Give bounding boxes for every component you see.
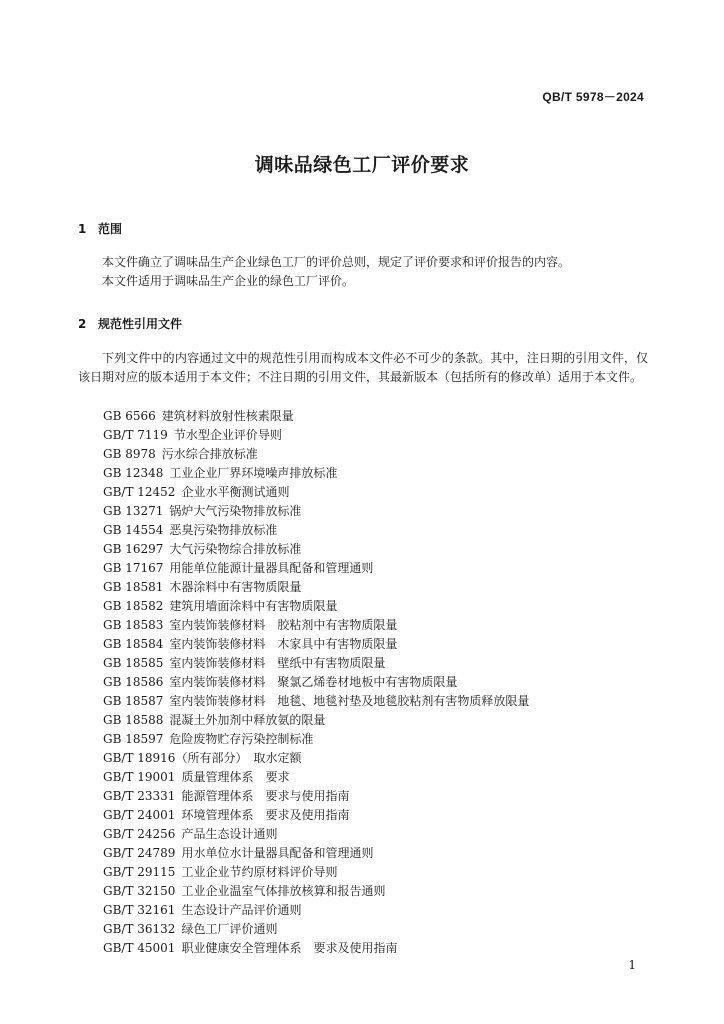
reference-code: GB 18581 xyxy=(103,580,164,594)
section-2-intro xyxy=(78,349,648,387)
reference-title: 污水综合排放标准 xyxy=(161,447,258,461)
reference-item xyxy=(103,711,529,730)
reference-code: GB 18583 xyxy=(103,618,164,632)
reference-code: GB/T 18916（所有部分） xyxy=(103,751,248,765)
reference-code: GB 18585 xyxy=(103,656,164,670)
reference-title: 室内装饰装修材料 聚氯乙烯卷材地板中有害物质限量 xyxy=(169,675,458,689)
reference-item xyxy=(103,730,529,749)
reference-title: 工业企业厂界环境噪声排放标准 xyxy=(169,466,338,480)
reference-item xyxy=(103,787,529,806)
reference-code: GB/T 19001 xyxy=(103,770,176,784)
reference-item xyxy=(103,559,529,578)
reference-title: 产品生态设计通则 xyxy=(181,827,278,841)
reference-code: GB 18586 xyxy=(103,675,164,689)
reference-title: 能源管理体系 要求与使用指南 xyxy=(181,789,350,803)
reference-code: GB/T 36132 xyxy=(103,922,176,936)
reference-title: 建筑材料放射性核素限量 xyxy=(161,409,294,423)
reference-code: GB/T 45001 xyxy=(103,941,176,955)
reference-code: GB 8978 xyxy=(103,447,156,461)
reference-item xyxy=(103,825,529,844)
reference-code: GB 6566 xyxy=(103,409,156,423)
reference-item xyxy=(103,483,529,502)
reference-code: GB/T 23331 xyxy=(103,789,176,803)
reference-title: 环境管理体系 要求及使用指南 xyxy=(181,808,350,822)
reference-item xyxy=(103,464,529,483)
reference-title: 建筑用墙面涂料中有害物质限量 xyxy=(169,599,338,613)
reference-code: GB 16297 xyxy=(103,542,164,556)
section-1-paragraph: 本文件确立了调味品生产企业绿色工厂的评价总则，规定了评价要求和评价报告的内容。 xyxy=(102,255,571,269)
reference-item xyxy=(103,806,529,825)
reference-item xyxy=(103,654,529,673)
reference-item xyxy=(103,768,529,787)
reference-title: 绿色工厂评价通则 xyxy=(181,922,278,936)
reference-item xyxy=(103,749,529,768)
reference-title: 用水单位水计量器具配备和管理通则 xyxy=(181,846,374,860)
reference-item xyxy=(103,578,529,597)
page-number: 1 xyxy=(628,958,636,972)
document-title: 调味品绿色工厂评价要求 xyxy=(254,154,470,176)
reference-item xyxy=(103,939,529,958)
standard-code: QB/T 5978－2024 xyxy=(542,90,644,104)
reference-title: 室内装饰装修材料 地毯、地毯衬垫及地毯胶粘剂有害物质释放限量 xyxy=(169,694,530,708)
reference-code: GB/T 12452 xyxy=(103,485,176,499)
reference-code: GB 18587 xyxy=(103,694,164,708)
reference-title: 职业健康安全管理体系 要求及使用指南 xyxy=(181,941,398,955)
reference-code: GB 18582 xyxy=(103,599,164,613)
reference-title: 取水定额 xyxy=(253,751,302,765)
reference-title: 节水型企业评价导则 xyxy=(173,428,282,442)
reference-title: 生态设计产品评价通则 xyxy=(181,903,302,917)
reference-code: GB/T 24789 xyxy=(103,846,176,860)
reference-code: GB 18584 xyxy=(103,637,164,651)
reference-item xyxy=(103,502,529,521)
reference-title: 大气污染物综合排放标准 xyxy=(169,542,302,556)
reference-item xyxy=(103,901,529,920)
reference-item xyxy=(103,616,529,635)
reference-code: GB/T 32150 xyxy=(103,884,176,898)
reference-item xyxy=(103,426,529,445)
reference-title: 质量管理体系 要求 xyxy=(181,770,290,784)
reference-title: 危险废物贮存污染控制标准 xyxy=(169,732,314,746)
reference-item xyxy=(103,882,529,901)
section-1-heading xyxy=(78,220,122,237)
reference-title: 恶臭污染物排放标准 xyxy=(169,523,278,537)
reference-code: GB 17167 xyxy=(103,561,164,575)
section-2-number: 2 xyxy=(78,317,87,331)
reference-title: 混凝土外加剂中释放氨的限量 xyxy=(169,713,326,727)
reference-code: GB/T 24256 xyxy=(103,827,176,841)
reference-code: GB/T 7119 xyxy=(103,428,168,442)
reference-item xyxy=(103,635,529,654)
reference-code: GB 13271 xyxy=(103,504,164,518)
reference-title: 工业企业温室气体排放核算和报告通则 xyxy=(181,884,386,898)
reference-item xyxy=(103,540,529,559)
normative-reference-list xyxy=(103,407,529,958)
section-1-title: 范围 xyxy=(98,222,123,236)
reference-item xyxy=(103,920,529,939)
reference-title: 室内装饰装修材料 胶粘剂中有害物质限量 xyxy=(169,618,398,632)
reference-item xyxy=(103,692,529,711)
reference-code: GB 12348 xyxy=(103,466,164,480)
reference-title: 用能单位能源计量器具配备和管理通则 xyxy=(169,561,374,575)
reference-code: GB/T 24001 xyxy=(103,808,176,822)
reference-title: 室内装饰装修材料 壁纸中有害物质限量 xyxy=(169,656,386,670)
reference-code: GB 18588 xyxy=(103,713,164,727)
reference-item xyxy=(103,521,529,540)
section-1-paragraph: 本文件适用于调味品生产企业的绿色工厂评价。 xyxy=(102,274,355,288)
section-1-number: 1 xyxy=(78,222,87,236)
reference-code: GB/T 29115 xyxy=(103,865,176,879)
reference-item xyxy=(103,673,529,692)
reference-title: 室内装饰装修材料 木家具中有害物质限量 xyxy=(169,637,398,651)
section-2-heading xyxy=(78,315,182,332)
reference-title: 工业企业节约原材料评价导则 xyxy=(181,865,338,879)
section-2-title: 规范性引用文件 xyxy=(98,317,183,331)
reference-code: GB 14554 xyxy=(103,523,164,537)
reference-item xyxy=(103,863,529,882)
reference-title: 锅炉大气污染物排放标准 xyxy=(169,504,302,518)
reference-code: GB/T 32161 xyxy=(103,903,176,917)
reference-item xyxy=(103,597,529,616)
reference-item xyxy=(103,844,529,863)
section-2-intro-text: 下列文件中的内容通过文中的规范性引用而构成本文件必不可少的条款。其中，注日期的引用文件，仅该日期对应的版本适用于本文件；不注日期的引用文件，其最新版本（包括所有的修改单）适用于本文件。 xyxy=(78,351,648,384)
reference-item xyxy=(103,407,529,426)
reference-item xyxy=(103,445,529,464)
section-1-body xyxy=(78,253,648,291)
reference-title: 企业水平衡测试通则 xyxy=(181,485,290,499)
reference-code: GB 18597 xyxy=(103,732,164,746)
reference-title: 木器涂料中有害物质限量 xyxy=(169,580,302,594)
